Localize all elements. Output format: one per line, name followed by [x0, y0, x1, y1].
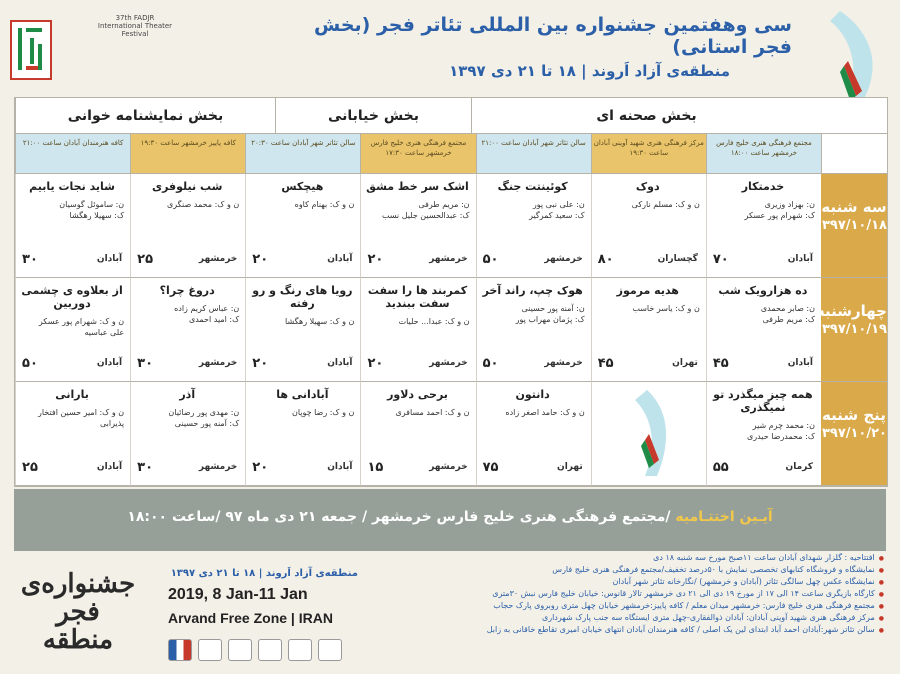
section-street: بخش خیابانی: [275, 98, 471, 134]
city-label: آبادان: [787, 254, 813, 264]
day-name: سه شنبه: [821, 198, 887, 216]
performance-cell: [706, 174, 821, 278]
cast-line: ک: محمدرضا حیدری: [746, 432, 815, 441]
performance-cell: [591, 278, 706, 382]
ticket-price: ۳۰: [22, 252, 38, 267]
sponsor-logo-icon: [288, 639, 312, 661]
venue-header: سالن تئاتر شهر آبادان ساعت ۲۱:۰۰: [476, 134, 591, 174]
director-line: ن: علی نبی پور: [532, 200, 585, 209]
footer-note: ● نمایشگاه عکس چهل سالگی تئاتر (آبادان و خرمشهر) /نگارخانه تئاتر شهر آبادان: [354, 576, 884, 588]
director-line: ن و ک: سهیلا رهگشا: [285, 317, 355, 326]
sponsor-logo-icon: [168, 639, 192, 661]
performance-cell: [15, 174, 130, 278]
director-line: ن و ک: شهرام پور عسکر: [38, 317, 125, 326]
ticket-price: ۵۰: [22, 356, 38, 371]
cast-line: ک: سهیلا رهگشا: [69, 211, 125, 220]
closing-text: [127, 509, 772, 525]
play-title: رویا های رنگ و رو رفته: [252, 284, 353, 310]
footer-zone-en: Arvand Free Zone | IRAN: [168, 610, 333, 626]
closing-label: آیـین اختتـامیه: [675, 509, 773, 525]
performance-cell: [15, 278, 130, 382]
flag-sculpture-icon: [619, 386, 679, 482]
day-date: ۱۳۹۷/۱۰/۱۹: [814, 322, 887, 337]
play-title: دوک: [635, 180, 660, 193]
venue-header: سالن تئاتر شهر آبادان ساعت ۲۰:۳۰: [245, 134, 360, 174]
sponsor-logo-icon: [318, 639, 342, 661]
play-title: هیچکس: [281, 180, 324, 193]
play-title: شب نیلوفری: [152, 180, 223, 193]
city-label: تهران: [672, 358, 698, 368]
play-title: کوئینتت جنگ: [497, 180, 568, 193]
city-label: آبادان: [96, 462, 123, 472]
play-title: ده هزارویک شب: [718, 284, 808, 297]
director-line: ن و ک: مسلم نارکی: [631, 200, 700, 209]
ticket-price: ۱۵: [367, 460, 384, 475]
footer-branding: [18, 560, 358, 670]
play-title: برحی دلاور: [387, 388, 448, 401]
corner-cell: [821, 98, 887, 134]
director-line: ن: عباس کریم زاده: [174, 304, 240, 313]
closing-detail: /مجتمع فرهنگی هنری خلیج فارس خرمشهر / جمعه ۲۱ دی ماه ۹۷ /ساعت ۱۸:۰۰: [127, 509, 671, 525]
ticket-price: ۳۰: [137, 356, 154, 371]
ticket-price: ۲۰: [252, 252, 269, 267]
ticket-price: ۴۵: [597, 356, 614, 371]
day-date: ۱۳۹۷/۱۰/۲۰: [814, 426, 887, 441]
director-line: ن: مریم طرفی: [418, 200, 470, 209]
section-reading: بخش نمایشنامه خوانی: [15, 98, 275, 134]
festival-big-logo: جشنواره‌ی فجر منطقه: [20, 569, 136, 655]
performance-cell: [245, 382, 360, 486]
day-name: پنج شنبه: [822, 406, 886, 424]
play-title: شاید نجات یابیم: [29, 180, 115, 193]
city-label: خرمشهر: [198, 254, 238, 264]
footer-note: ● کارگاه بازیگری ساعت ۱۴ الی ۱۷ از مورخ ۱۹ دی الی ۲۱ دی خرمشهر تالار قانوس: خیابان خلیج فارس نبش ۳۰متری: [354, 588, 884, 600]
performance-cell: [130, 278, 245, 382]
performance-cell: [15, 382, 130, 486]
director-line: ن: آمنه پور حسینی: [521, 304, 585, 313]
ticket-price: ۲۰: [367, 356, 384, 371]
cast-line: ک: سعید کمرگیر: [529, 211, 585, 220]
day-name: چهارشنبه: [815, 302, 887, 320]
performance-cell: [476, 278, 591, 382]
footer-note: ● مرکز فرهنگی هنری شهید آوینی آبادان: آبادان ذوالفقاری-چهل متری ایستگاه سه جنب پارک شهرداری: [354, 612, 884, 624]
city-label: آبادان: [327, 254, 353, 264]
play-title: بارانی: [55, 388, 89, 401]
ticket-price: ۵۰: [482, 356, 499, 371]
venue-header: کافه پاییز خرمشهر ساعت ۱۹:۳۰: [130, 134, 245, 174]
play-title: هوک چپ، راند آخر: [482, 284, 583, 297]
performance-cell: [476, 382, 591, 486]
day-label: [814, 174, 887, 278]
performance-cell: [360, 174, 475, 278]
director-line: ن: مهدی پور رضائیان: [168, 408, 240, 417]
header: [0, 0, 900, 92]
performance-cell: [130, 382, 245, 486]
performance-cell: [130, 174, 245, 278]
ticket-price: ۸۰: [597, 252, 614, 267]
cast-line: ک: مریم طرفی: [762, 315, 815, 324]
city-label: خرمشهر: [544, 254, 583, 264]
cast-line: ک: شهرام پور عسکر: [744, 211, 815, 220]
festival-logo-text: 37th FADJR International Theater Festival: [97, 14, 173, 38]
footer-dates-en: 2019, 8 Jan-11 Jan: [168, 586, 308, 603]
city-label: خرمشهر: [429, 462, 468, 472]
ticket-price: ۲۵: [137, 252, 154, 267]
city-label: آبادان: [327, 462, 353, 472]
city-label: کرمان: [785, 462, 813, 472]
director-line: ن و ک: محمد صنگری: [166, 200, 240, 209]
day-label: [814, 278, 887, 382]
closing-ceremony-bar: [14, 489, 886, 551]
director-line: ن و ک: عبدا... حلیات: [398, 317, 470, 326]
ticket-price: ۲۰: [367, 252, 384, 267]
performance-cell: [360, 278, 475, 382]
ticket-price: ۷۰: [712, 252, 729, 267]
city-label: خرمشهر: [429, 254, 468, 264]
ticket-price: ۵۵: [712, 460, 729, 475]
director-line: ن: محمد چرم شیر: [752, 421, 815, 430]
play-title: آبادانی ها: [276, 388, 329, 401]
ticket-price: ۲۰: [252, 356, 269, 371]
footer-note: ● افتتاحیه : گلزار شهدای آبادان ساعت ۱۱صبح مورخ سه شنبه ۱۸ دی: [354, 552, 884, 564]
ticket-price: ۲۰: [252, 460, 269, 475]
director-line: ن و ک: احمد مسافری: [395, 408, 470, 417]
performance-cell: [476, 174, 591, 278]
sponsor-logos: [168, 638, 378, 662]
day-label: [814, 382, 887, 486]
play-title: از بعلاوه ی چشمی دوربین: [21, 284, 123, 310]
ticket-price: ۴۵: [712, 356, 729, 371]
footer-note: ● نمایشگاه و فروشگاه کتابهای تخصصی نمایش با ۵۰درصد تخفیف/مجتمع فرهنگی هنری خلیج فارس: [354, 564, 884, 576]
footer-notes: [354, 552, 884, 636]
footer-note: ● مجتمع فرهنگی هنری خلیج فارس: خرمشهر میدان معلم / کافه پاییز:خرمشهر خیابان چهل متری روبروی پارک حجاب: [354, 600, 884, 612]
cast-line: ک: آمنه پور حسینی: [174, 419, 240, 428]
fajr-logo-icon: [10, 20, 52, 80]
play-title: کمربند ها را سفت سفت ببندید: [367, 284, 468, 310]
director-line: ن و ک: حامد اصغر زاده: [505, 408, 585, 417]
sponsor-logo-icon: [228, 639, 252, 661]
sponsor-logo-icon: [258, 639, 282, 661]
director-line: ن: بهزاد وزیری: [764, 200, 815, 209]
venue-header: مجتمع فرهنگی هنری خلیج فارس خرمشهر ساعت ۱۸:۰۰: [706, 134, 821, 174]
schedule-table: [14, 97, 888, 487]
city-label: آبادان: [96, 254, 123, 264]
footer-note: ● سالن تئاتر شهر:آبادان احمد آباد ابتدای لین یک اصلی / کافه هنرمندان آبادان انتهای خیابان امیری تقاطع خاقانی به زابل: [354, 624, 884, 636]
performance-cell: [245, 174, 360, 278]
play-title: خدمتکار: [741, 180, 785, 193]
section-stage: بخش صحنه ای: [471, 98, 821, 134]
play-title: همه چیز میگذرد تو نمیگذری: [713, 388, 813, 414]
venue-header: کافه هنرمندان آبادان ساعت ۲۱:۰۰: [15, 134, 130, 174]
cast-line: ک: عبدالحسین جلیل نسب: [381, 211, 470, 220]
venue-header: مجتمع فرهنگی هنری خلیج فارس خرمشهر ساعت ۱۷:۳۰: [360, 134, 475, 174]
city-label: خرمشهر: [198, 462, 238, 472]
sponsor-logo-icon: [198, 639, 222, 661]
director-line: ن: ساموئل گوسیان: [59, 200, 125, 209]
ticket-price: ۵۰: [482, 252, 499, 267]
city-label: خرمشهر: [544, 358, 583, 368]
performance-cell: [591, 174, 706, 278]
ticket-price: ۲۵: [22, 460, 38, 475]
cast-line: ک: پژمان مهراب پور: [515, 315, 585, 324]
performance-cell: [245, 278, 360, 382]
ticket-price: ۷۵: [482, 460, 499, 475]
venue-header: مرکز فرهنگی هنری شهید آوینی آبادان ساعت ۱۹:۳۰: [591, 134, 706, 174]
city-label: خرمشهر: [429, 358, 468, 368]
ticket-price: ۳۰: [137, 460, 154, 475]
cast-line: علی عباسیه: [84, 328, 125, 337]
director-line: ن: صابر محمدی: [760, 304, 815, 313]
city-label: تهران: [557, 462, 583, 472]
play-title: اشک سر خط مشق: [366, 180, 469, 193]
city-label: آبادان: [96, 358, 123, 368]
cast-line: ک: امید احمدی: [188, 315, 240, 324]
play-title: هدیه مرموز: [616, 284, 679, 297]
performance-cell: [706, 278, 821, 382]
director-line: ن و ک: امیر حسین افتخار پذیرابی: [37, 408, 125, 428]
play-title: دروغ چرا؟: [159, 284, 215, 297]
performance-cell: [706, 382, 821, 486]
performance-cell: [360, 382, 475, 486]
city-label: خرمشهر: [198, 358, 238, 368]
city-label: آبادان: [327, 358, 353, 368]
page-title: سی وهفتمین جشنواره بین المللی تئاتر فجر (بخش فجر استانی): [314, 14, 792, 58]
director-line: ن و ک: بهنام کاوه: [294, 200, 355, 209]
corner-venue-cell: [821, 134, 887, 174]
day-date: ۱۳۹۷/۱۰/۱۸: [814, 218, 887, 233]
director-line: ن و ک: رضا چوپان: [291, 408, 355, 417]
play-title: آذر: [179, 388, 196, 401]
city-label: آبادان: [787, 358, 813, 368]
play-title: دانتون: [515, 388, 550, 401]
page-subtitle: منطقه‌ی آزاد اَروند | ۱۸ تا ۲۱ دی ۱۳۹۷: [449, 62, 730, 80]
footer-zone-fa: منطقه‌ی آزاد اَروند | ۱۸ تا ۲۱ دی ۱۳۹۷: [170, 568, 358, 579]
city-label: گچساران: [657, 254, 698, 264]
director-line: ن و ک: یاسر خاسب: [632, 304, 700, 313]
